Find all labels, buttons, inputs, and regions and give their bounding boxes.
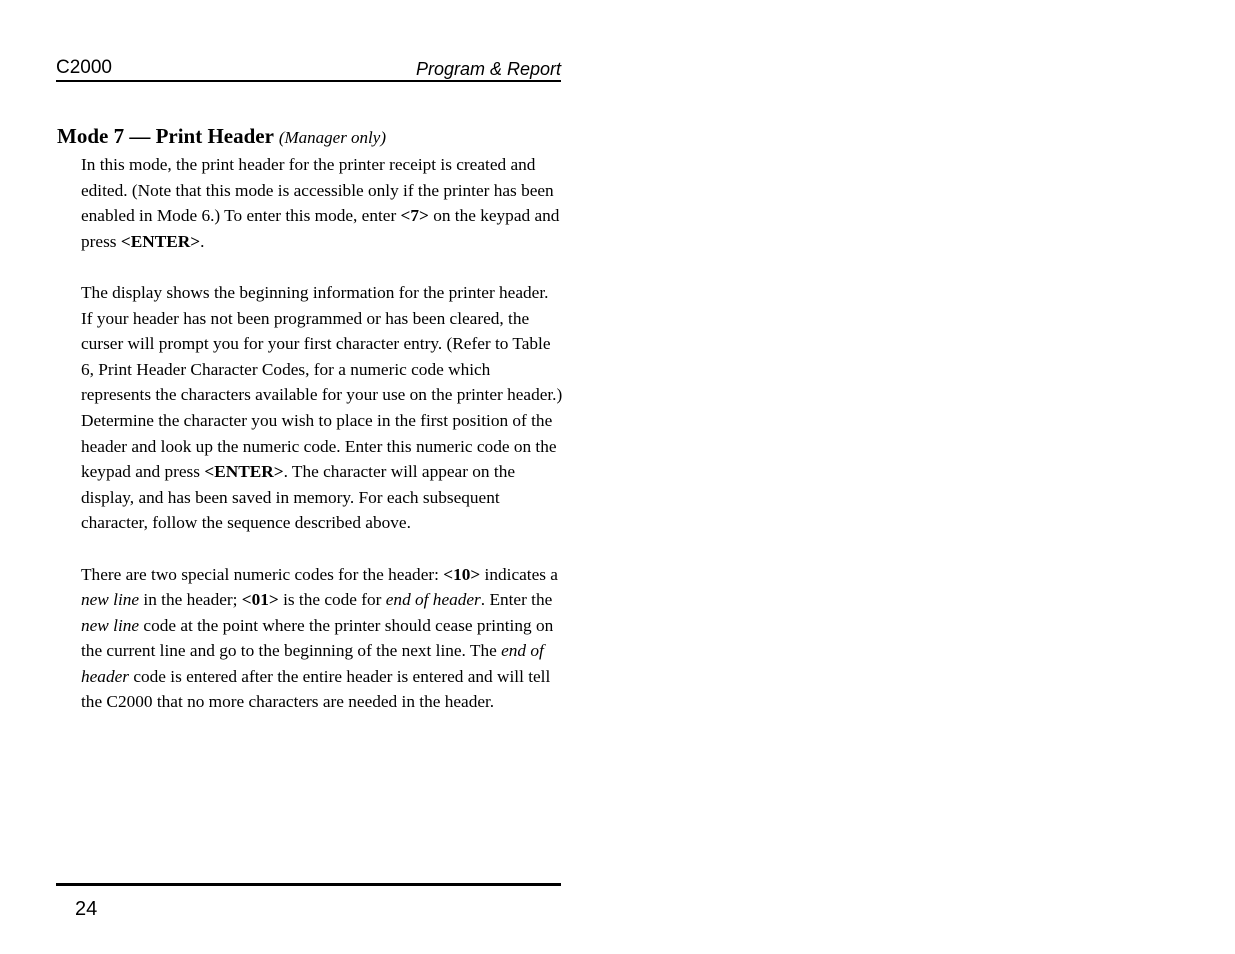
paragraph-mode-entry bbox=[81, 152, 563, 254]
key-enter: <ENTER> bbox=[120, 231, 201, 251]
text-run: in the header; bbox=[139, 590, 242, 610]
header-section-name: Program & Report bbox=[415, 59, 561, 79]
text-run: is the code for bbox=[278, 590, 386, 610]
text-run: The display shows the beginning information for the printer header. If your header has not been programmed or has been cleared, the curser will prompt you for your first character entry. (Refer to Table 6, Print Header Character Codes, for a numeric code which represents the characters available for your use on the printer header.) Determine the character you wish to place in the first position of the header and look up the numeric code. Enter this numeric code on the keypad and press bbox=[81, 282, 563, 482]
term-new-line: new line bbox=[81, 615, 140, 635]
text-run: on the keypad and press bbox=[81, 206, 560, 251]
page-number: 24 bbox=[75, 898, 98, 920]
header-product-name: C2000 bbox=[56, 57, 112, 78]
section-title-note: (Manager only) bbox=[278, 128, 386, 147]
section-title-main: Mode 7 — Print Header bbox=[57, 124, 274, 148]
key-seven: <7> bbox=[400, 206, 429, 226]
text-run: . The character will appear on the display, and has been saved in memory. For each subsequent character, follow the sequence described above. bbox=[81, 462, 516, 533]
paragraph-special-codes bbox=[81, 562, 563, 716]
term-new-line: new line bbox=[81, 590, 140, 610]
text-run: indicates a bbox=[480, 564, 558, 584]
text-run: code at the point where the printer should cease printing on the current line and go to the beginning of the next line. The bbox=[81, 615, 554, 661]
text-run: There are two special numeric codes for the header: bbox=[81, 564, 444, 584]
text-run: . Enter the bbox=[480, 590, 553, 610]
body-text bbox=[81, 152, 563, 741]
term-end-of-header: end of header bbox=[385, 590, 481, 610]
footer-divider bbox=[56, 883, 561, 886]
text-run: code is entered after the entire header is entered and will tell the C2000 that no more characters are needed in the header. bbox=[81, 666, 551, 712]
paragraph-character-entry bbox=[81, 280, 563, 536]
section-title bbox=[57, 122, 386, 152]
code-new-line: <10> bbox=[443, 564, 481, 584]
code-end-of-header: <01> bbox=[241, 590, 279, 610]
term-end-of-header: end of header bbox=[81, 641, 544, 686]
header-divider bbox=[56, 80, 561, 82]
key-enter: <ENTER> bbox=[204, 462, 284, 482]
text-run: In this mode, the print header for the printer receipt is created and edited. (Note that this mode is accessible only if the printer has been enabled in Mode 6.) To enter this mode, enter bbox=[81, 155, 554, 226]
text-run: . bbox=[200, 231, 205, 251]
